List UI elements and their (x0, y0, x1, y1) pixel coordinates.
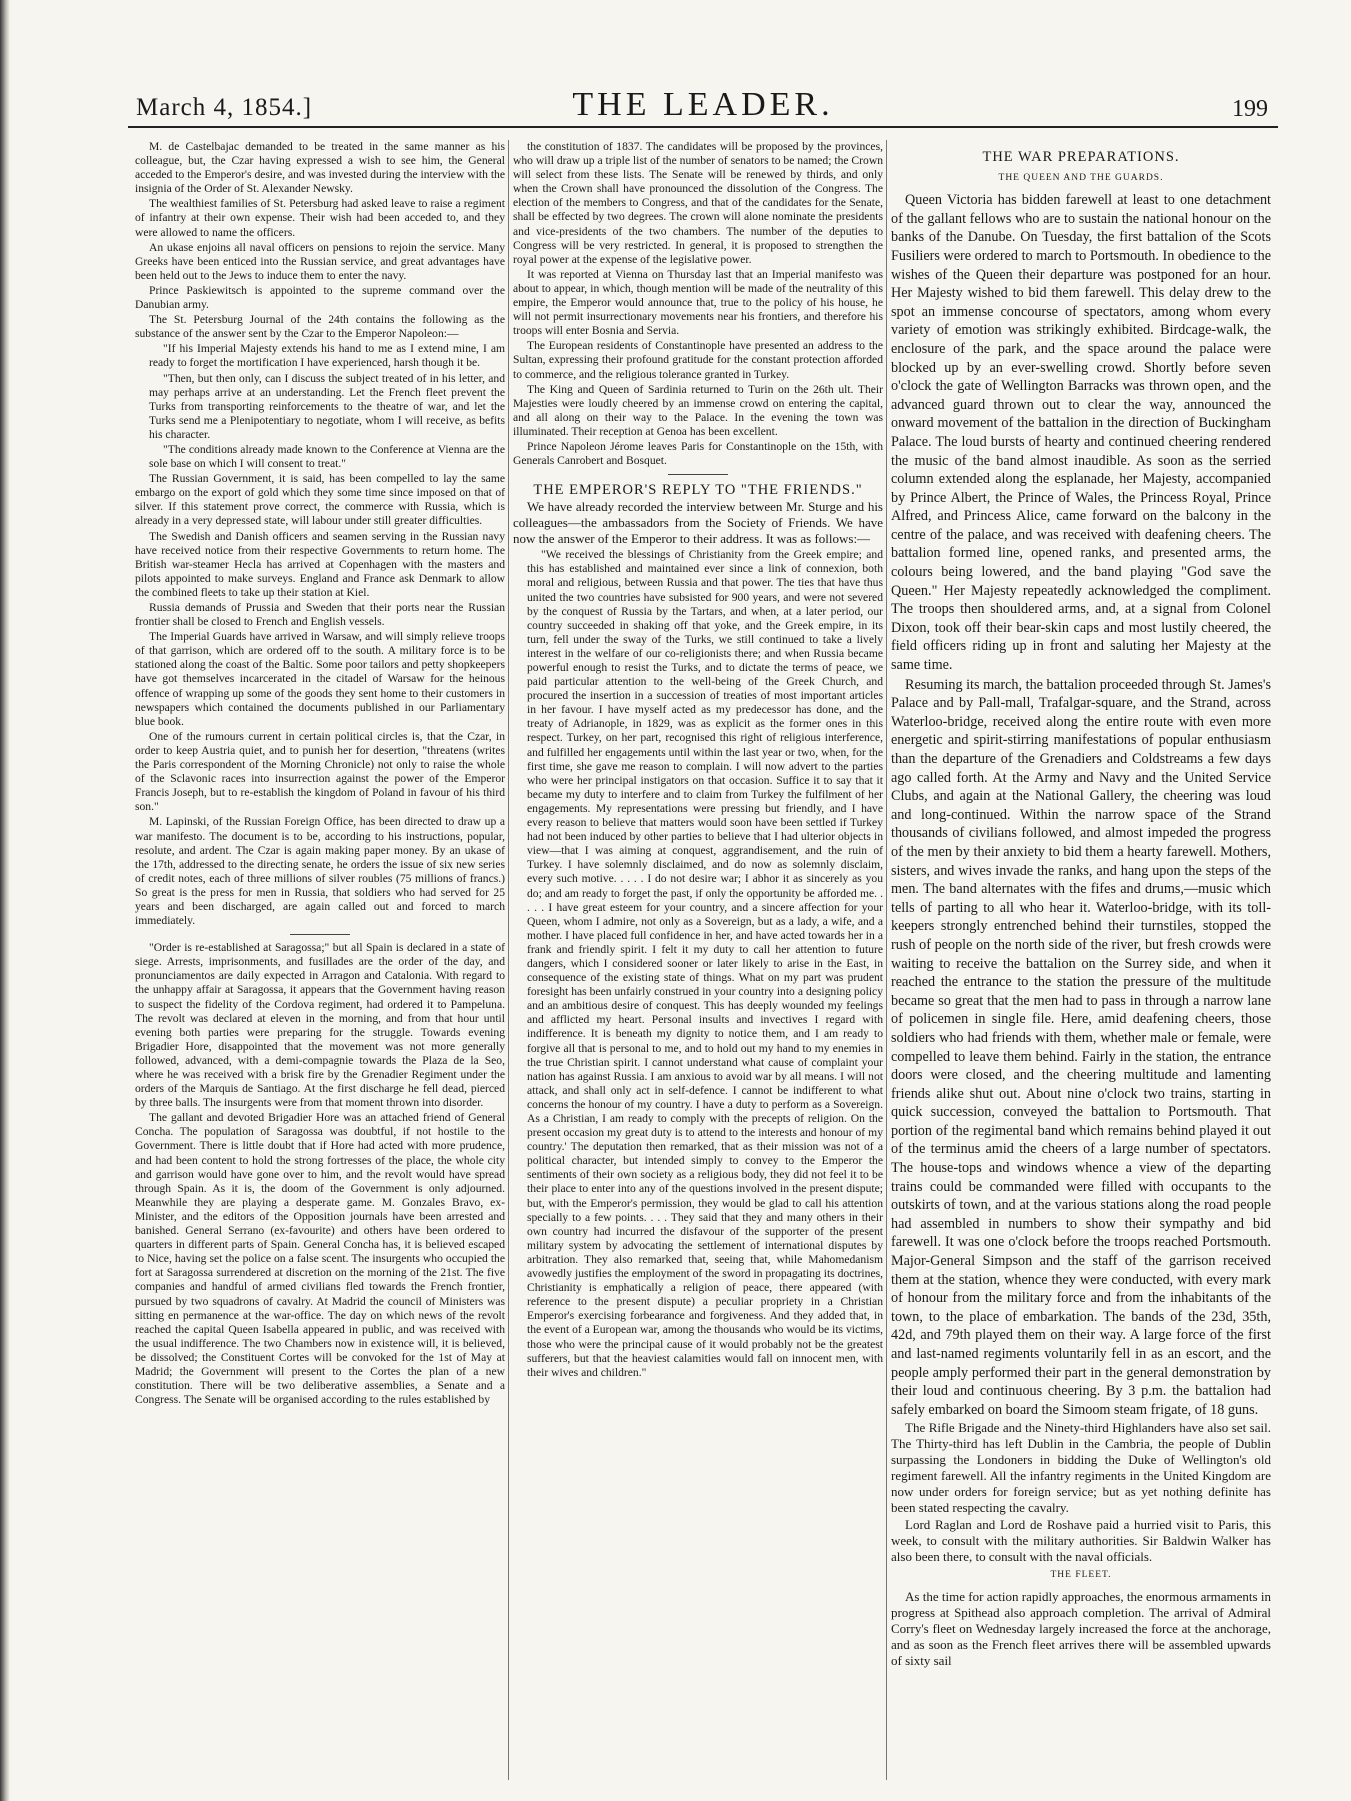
paragraph: The Rifle Brigade and the Ninety-third Highlanders have also set sail. The Thirty-third has left Dublin in the Cambria, the people of Dublin surpassing the Londoners in bidding the Duke of Wellington's old regiment farewell. All the infantry regiments in the United Kingdom are now under orders for foreign service; but as yet nothing definite has been stated respecting the cavalry. (891, 1420, 1271, 1516)
page-number: 199 (1232, 96, 1268, 122)
paragraph: the constitution of 1837. The candidates will be proposed by the provinces, who will draw up a triple list of the number of senators to be named; the Crown will select from these lists. The Senate will be renewed by thirds, and only when the Crown shall have pronounced the dissolution of the Congress. The election of the members to Congress, and that of the candidates for the Senate, shall be effected by two degrees. The crown will alone nominate the presidents and vice-presidents of the two chambers. The number of the deputies to Congress will be very restricted. In general, it is proposed to strengthen the royal power at the expense of the legislative power. (513, 140, 883, 266)
paragraph: M. Lapinski, of the Russian Foreign Office, has been directed to draw up a war manifesto. The document is to be, according to his instructions, popular, resolute, and ardent. The Czar is again making paper money. By an ukase of the 17th, addressed to the directing senate, he orders the issue of six new series of credit notes, each of three millions of silver roubles (75 millions of francs.) So great is the press for men in Russia, that soldiers who had served for 25 years and been discharged, are again called out and forced to march immediately. (135, 815, 505, 928)
paragraph: Resuming its march, the battalion proceeded through St. James's Palace and by Pall-mall, Trafalgar-square, and the Strand, across Waterloo-bridge, received along the entire route with even more energetic and spirit-stirring manifestations of popular enthusiasm than the departure of the Grenadiers and Coldstreams a few days ago called forth. At the Army and Navy and the United Service Clubs, and again at the National Gallery, the cheering was loud and long-continued. Within the narrow space of the Strand thousands of civilians followed, and almost impeded the progress of the men by their anxiety to bid them a hearty farewell. Mothers, sisters, and wives invade the ranks, and hang upon the steps of the men. The band alternates with the fifes and drums,—music which tells of parting to all who hear it. Waterloo-bridge, with its toll-keepers strongly entrenched behind their turnstiles, stopped the rush of people on the north side of the river, but fresh crowds were waiting to receive the battalion on the Surrey side, and when it reached the entrance to the station the pressure of the multitude became so great that the men had to pass in through a narrow lane of policemen in single file. Here, amid deafening cheers, those soldiers who had friends with them, whether male or female, were compelled to leave them behind. Fairly in the station, the entrance doors were closed, and the cheering multitude and lamenting friends alike shut out. About nine o'clock two trains, starting in quick succession, conveyed the battalion to Portsmouth. That portion of the regimental band which remains behind played it out of the terminus amid the cheers of a large number of spectators. The house-tops and windows whence a view of the departing trains could be commanded were filled with occupants to the outskirts of town, and at the various stations along the road people had assembled in numbers to show their sympathy and bid farewell. It was one o'clock before the troops reached Portsmouth. Major-General Simpson and the staff of the garrison received them at the station, whence they were conducted, with every mark of honour from the military force and from the inhabitants of the town, to the place of embarkation. The bands of the 23d, 35th, 42d, and 79th played them on their way. A large force of the first and last-named regiments voluntarily fell in as an escort, and the people amply performed their part in the general demonstration by their loud and continuous cheering. By 3 p.m. the battalion had safely embarked on board the Simoom steam frigate, of 18 guns. (891, 676, 1271, 1418)
paragraph: Prince Napoleon Jérome leaves Paris for Constantinople on the 15th, with Generals Canrobert and Bosquet. (513, 439, 883, 468)
column-1 (135, 140, 505, 1780)
header-rule (128, 126, 1278, 128)
paragraph: The gallant and devoted Brigadier Hore was an attached friend of General Concha. The population of Saragossa was doubtful, if not hostile to the Government. There is little doubt that if Hore had acted with more prudence, and had been content to hold the strong fortresses of the place, the whole city and garrison would have gone over to him, and the revolt would have spread through Spain. As it is, the doom of the Government is only adjourned. Meanwhile they are playing a desperate game. M. Gonzales Bravo, ex-Minister, and the editors of the Opposition journals have been arrested and banished. General Serrano (ex-favourite) and others have been ordered to quarters in different parts of Spain. General Concha has, it is believed escaped to Nice, having set the police on a false scent. The insurgents who occupied the fort at Saragossa surrendered at discretion on the morning of the 21st. The five companies and handful of armed civilians fled towards the French frontier, pursued by two squadrons of cavalry. At Madrid the council of Ministers was sitting en permanence at the war-office. The day on which news of the revolt reached the capital Queen Isabella appeared in public, and was received with the usual indifference. The two Chambers now in existence will, it is believed, be dissolved; the Constituent Cortes will be convoked for the 1st of May at Madrid; the Government will present to the Cortes the plan of a new constitution. There will be two deliberative assemblies, a Senate and a Congress. The Senate will be organised according to the rules established by (135, 1111, 505, 1407)
column-divider-2 (886, 140, 887, 1780)
page-binding-edge (0, 0, 10, 1801)
paragraph: Russia demands of Prussia and Sweden that their ports near the Russian frontier shall be closed to French and English vessels. (135, 601, 505, 629)
section-separator (668, 474, 728, 475)
paragraph: One of the rumours current in certain political circles is, that the Czar, in order to keep Austria quiet, and to punish her for desertion, "threatens (writes the Paris correspondent of the Morning Chronicle) not only to raise the whole of the Sclavonic races into insurrection against the power of the Emperor Francis Joseph, but to re-establish the kingdom of Poland in favour of his third son." (135, 729, 505, 814)
quote-paragraph: "The conditions already made known to the Conference at Vienna are the sole base on which I will consent to treat." (149, 442, 505, 471)
paragraph: The wealthiest families of St. Petersburg had asked leave to raise a regiment of infantry at their own expense. Their wish had been acceded to, and they were allowed to name the officers. (135, 197, 505, 239)
paragraph: An ukase enjoins all naval officers on pensions to rejoin the service. Many Greeks have been enticed into the Russian service, and great advantages have been held out to the Jews to induce them to enter the navy. (135, 240, 505, 282)
section-heading-war-preparations: THE WAR PREPARATIONS. (982, 149, 1180, 165)
subheading-fleet: THE FLEET. (1050, 1570, 1112, 1581)
paragraph: Prince Paskiewitsch is appointed to the supreme command over the Danubian army. (135, 283, 505, 312)
paragraph: It was reported at Vienna on Thursday last that an Imperial manifesto was about to appear, in which, though mention will be made of the neutrality of this empire, the Emperor would announce that, true to the policy of his house, he will not permit insurrectionary movements near his frontiers, and therefore his troops will enter Bosnia and Servia. (513, 267, 883, 338)
section-separator (290, 934, 350, 935)
paragraph: M. de Castelbajac demanded to be treated in the same manner as his colleague, but, the Czar having expressed a wish to see him, the General acceded to the Emperor's desire, and was invested during the interview with the insignia of the Order of St. Alexander Newsky. (135, 140, 505, 196)
issue-date: March 4, 1854.] (136, 94, 313, 121)
paragraph: As the time for action rapidly approaches, the enormous armaments in progress at Spithead also approach completion. The arrival of Admiral Corry's fleet on Wednesday largely increased the force at the anchorage, and as soon as the French fleet arrives there will be assembled upwards of sixty sail (891, 1588, 1271, 1668)
paragraph: Lord Raglan and Lord de Roshave paid a hurried visit to Paris, this week, to consult with the military authorities. Sir Baldwin Walker has also been there, to consult with the naval officials. (891, 1517, 1271, 1565)
column-2 (513, 140, 883, 1780)
quote-paragraph: "We received the blessings of Christianity from the Greek empire; and this has established and maintained ever since a link of connexion, both moral and religious, between Russia and that power. The ties that have thus united the two countries have subsisted for 900 years, and were not severed by the conquest of Russia by the Tartars, and when, at a later period, our country succeeded in shaking off that yoke, and the Greek empire, in its turn, fell under the sway of the Turks, we still continued to take a lively interest in the welfare of our co-religionists there; and when Russia became powerful enough to resist the Turks, and to dictate the terms of peace, we paid particular attention to the well-being of the Greek Church, and procured the insertion in a succession of treaties of most important articles in her favour. I have myself acted as my predecessor has done, and the treaty of Adrianople, in 1829, was as explicit as the former ones in this respect. Turkey, on her part, recognised this right of religious interference, and fulfilled her engagements until within the last year or two, when, for the first time, she gave me reason to complain. I will now advert to the parties who were her principal instigators on that occasion. Suffice it to say that it became my duty to interfere and to claim from Turkey the fulfilment of her engagements. My representations were pressing but friendly, and I have every reason to believe that matters would soon have been settled if Turkey had not been induced by other parties to believe that I had ulterior objects in view—that I was aiming at conquest, aggrandisement, and the ruin of Turkey. I have solemnly disclaimed, and do now as solemnly disclaim, every such motive. . . . . I do not desire war; I abhor it as sincerely as you do; and am ready to forget the past, if only the opportunity be afforded me. . . . . I have great esteem for your country, and a sincere affection for your Queen, whom I admire, not only as a Sovereign, but as a lady, a wife, and a mother. I have placed full confidence in her, and have acted towards her in a frank and friendly spirit. I felt it my duty to call her attention to future dangers, which I considered sooner or later likely to arise in the East, in consequence of the existing state of things. What on my part was prudent foresight has been unfairly construed in your country into a designing policy and an ambitious desire of conquest. This has deeply wounded my feelings and afflicted my heart. Personal insults and invectives I regard with indifference. It is beneath my dignity to notice them, and I am ready to forgive all that is personal to me, and to hold out my hand to my enemies in the true Christian spirit. I cannot understand what cause of complaint your nation has against Russia. I am anxious to avoid war by all means. I will not attack, and shall only act in self-defence. I cannot be indifferent to what concerns the honour of my country. I have a duty to perform as a Sovereign. As a Christian, I am ready to comply with the precepts of religion. On the present occasion my great duty is to attend to the interests and honour of my country.' The deputation then remarked, that as their mission was not of a political character, but intended simply to convey to the Emperor the sentiments of their own society as a religious body, they did not feel it to be their place to enter into any of the questions involved in the present dispute; but, with the Emperor's permission, they would be glad to call his attention specially to a few points. . . . They said that they and many others in their own country had incurred the disfavour of the supporter of the present military system by advocating the settlement of international disputes by arbitration. They also remarked that, seeing that, while Mahomedanism avowedly justifies the employment of the sword in propagating its doctrines, Christianity is emphatically a religion of peace, there appeared (with reference to the present dispute) a peculiar propriety in a Christian Emperor's exercising forbearance and forgiveness. And they added that, in the event of a European war, among the thousands who would be its victims, those who were the principal cause of it would probably not be the greatest sufferers, but that the heaviest calamities would fall on innocent men, with their wives and children." (527, 548, 883, 1379)
column-divider-1 (508, 140, 509, 1780)
paragraph: "Order is re-established at Saragossa;" but all Spain is declared in a state of siege. Arrests, imprisonments, and fusillades are the order of the day, and pronunciamentos are daily expected in Arragon and Catalonia. With regard to the unhappy affair at Saragossa, it appears that the Government having reason to suspect the fidelity of the Cordova regiment, had ordered it to Pampeluna. The revolt was declared at eleven in the morning, and from that hour until evening both parties were preparing for the struggle. Towards evening Brigadier Hore, disappointed that the movement was not more generally followed, advanced, with a demi-compagnie towards the Plaza de la Seo, where he was received with a brisk fire by the Grenadier Regiment under the orders of the Marquis de Santiago. At the first discharge he fell dead, pierced by three balls. The insurgents were from that moment thrown into disorder. (135, 941, 505, 1110)
column-3 (891, 140, 1271, 1780)
page-header (128, 84, 1278, 124)
paragraph: The European residents of Constantinople have presented an address to the Sultan, expressing their profound gratitude for the constant protection afforded to commerce, and the religious tolerance granted in Turkey. (513, 339, 883, 381)
quote-paragraph: "If his Imperial Majesty extends his hand to me as I extend mine, I am ready to forget the mortification I have experienced, harsh though it be. (149, 342, 505, 370)
paragraph: The Swedish and Danish officers and seamen serving in the Russian navy have received notice from their respective Governments to return home. The British war-steamer Hecla has arrived at Copenhagen with the masters and pilots appointed to make surveys. England and France ask Denmark to allow the combined fleets to take up their station at Kiel. (135, 529, 505, 599)
subheading-queen-guards: THE QUEEN AND THE GUARDS. (998, 172, 1164, 183)
paragraph: The King and Queen of Sardinia returned to Turin on the 26th ult. Their Majesties were loudly cheered by an immense crowd on entering the capital, and all along on their way to the Palace. In the evening the town was illuminated. Their reception at Genoa has been excellent. (513, 382, 883, 438)
paragraph: The Russian Government, it is said, has been compelled to lay the same embargo on the export of gold which they some time since imposed on that of silver. If this statement prove correct, the commerce with Russia, which is already in a very depressed state, will labour under still greater difficulties. (135, 472, 505, 528)
masthead-title: THE LEADER. (572, 86, 834, 123)
section-heading-emperors-reply: THE EMPEROR'S REPLY TO "THE FRIENDS." (533, 482, 863, 499)
paragraph: We have already recorded the interview between Mr. Sturge and his colleagues—the ambassadors from the Society of Friends. We have now the answer of the Emperor to their address. It was as follows:— (513, 499, 883, 547)
quote-paragraph: "Then, but then only, can I discuss the subject treated of in his letter, and may perhaps arrive at an understanding. Let the French fleet prevent the Turks from transporting reinforcements to the theatre of war, and let the Turks send me a Plenipotentiary to negotiate, whom I will receive, as befits his character. (149, 371, 505, 441)
paragraph: The Imperial Guards have arrived in Warsaw, and will simply relieve troops of that garrison, which are ordered off to the south. A military force is to be stationed along the coast of the Baltic. Some poor tailors and petty shopkeepers have got themselves incarcerated in the citadel of Warsaw for the heinous offence of wrapping up some of the goods they sent home to their customers in newspapers which contained the documents published in our Parliamentary blue book. (135, 630, 505, 728)
paragraph: The St. Petersburg Journal of the 24th contains the following as the substance of the answer sent by the Czar to the Emperor Napoleon:— (135, 313, 505, 341)
paragraph: Queen Victoria has bidden farewell at least to one detachment of the gallant fellows who are to sustain the national honour on the banks of the Danube. On Tuesday, the first battalion of the Scots Fusiliers were ordered to march to Portsmouth. In obedience to the wishes of the Queen their departure was postponed for an hour. Her Majesty wished to bid them farewell. This delay drew to the spot an immense concourse of spectators, among whom every variety of emotion was strikingly exhibited. Birdcage-walk, the enclosure of the park, and the space around the palace were blocked up by an ever-swelling crowd. Shortly before seven o'clock the gate of Wellington Barracks was thrown open, and the advanced guard thrown out to clear the way, announced the onward movement of the battalion in the direction of Buckingham Palace. The loud bursts of hearty and continued cheering rendered the music of the band almost inaudible. As soon as the serried column extended along the esplanade, her Majesty, accompanied by Prince Albert, the Prince of Wales, the Princess Royal, Prince Alfred, and Princess Alice, came forward on the balcony in the centre of the palace, and was received with deafening cheers. The battalion formed line, opened ranks, and presented arms, the colours being lowered, and the band playing "God save the Queen." Her Majesty repeatedly acknowledged the compliment. The troops then shouldered arms, and, at a signal from Colonel Dixon, took off their bear-skin caps and most lustily cheered, the field officers riding up in front and saluting her Majesty at the same time. (891, 192, 1271, 674)
